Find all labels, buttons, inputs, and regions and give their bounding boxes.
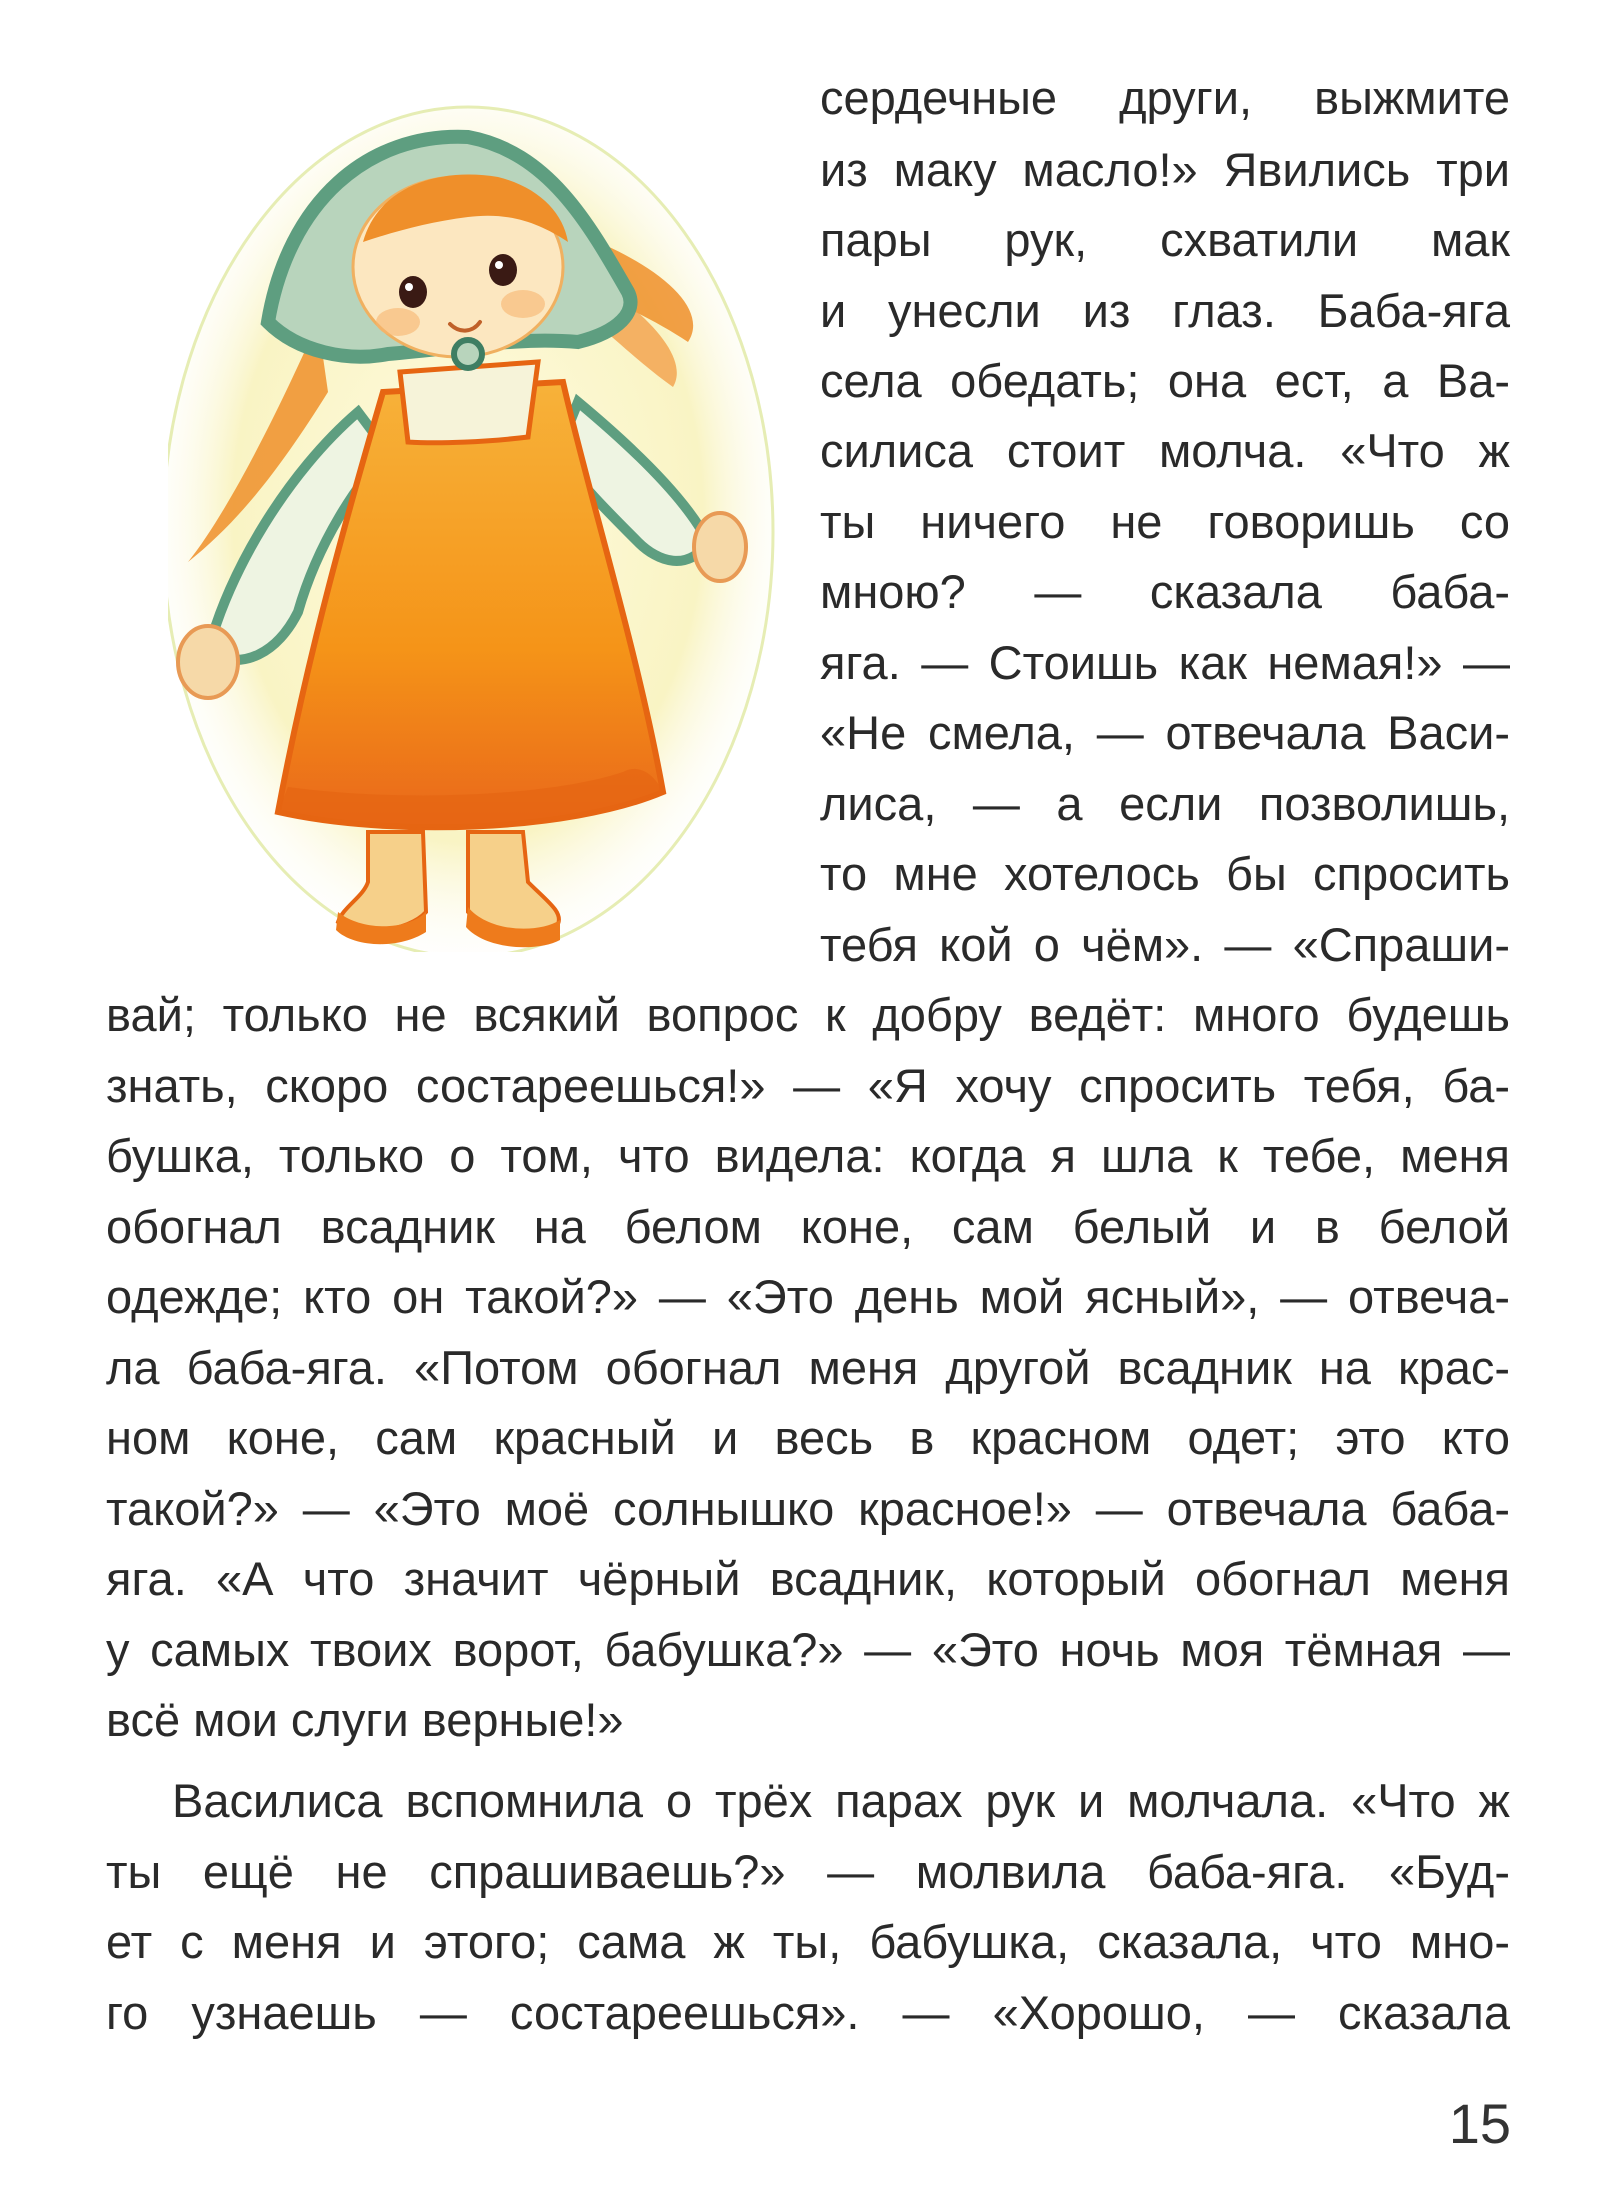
text-line: вай; только не всякий вопрос к добру ведёт: много будешь xyxy=(106,988,1510,1041)
right-hand xyxy=(694,513,746,581)
text-line: из маку масло!» Явились три xyxy=(820,143,1510,196)
text-line: и унесли из глаз. Баба-яга xyxy=(820,284,1510,337)
text-line: «Не смела, — отвечала Васи- xyxy=(820,706,1510,759)
blouse-bib xyxy=(400,362,538,443)
left-eye xyxy=(399,276,427,308)
text-line: пары рук, схватили мак xyxy=(820,213,1510,266)
text-line: лиса, — а если позволишь, xyxy=(820,777,1510,830)
text-line: яга. «А что значит чёрный всадник, который обогнал меня xyxy=(106,1552,1510,1605)
text-line: бушка, только о том, что видела: когда я шла к тебе, меня xyxy=(106,1129,1510,1182)
text-line: силиса стоит молча. «Что ж xyxy=(820,424,1510,477)
text-line: го узнаешь — состареешься». — «Хорошо, — сказала xyxy=(106,1986,1510,2039)
text-line: яга. — Стоишь как немая!» — xyxy=(820,636,1510,689)
scarf-knot xyxy=(454,340,482,368)
doll-illustration xyxy=(168,92,780,952)
text-line: обогнал всадник на белом коне, сам белый и в белой xyxy=(106,1200,1510,1253)
text-line: всё мои слуги верные!» xyxy=(106,1693,624,1746)
right-eye xyxy=(489,254,517,286)
text-line: ты ещё не спрашиваешь?» — молвила баба-яга. «Буд- xyxy=(106,1845,1510,1898)
text-line: у самых твоих ворот, бабушка?» — «Это ночь моя тёмная — xyxy=(106,1623,1510,1676)
left-hand xyxy=(178,626,238,698)
text-line: одежде; кто он такой?» — «Это день мой ясный», — отвеча- xyxy=(106,1270,1510,1323)
text-line: такой?» — «Это моё солнышко красное!» — отвечала баба- xyxy=(106,1482,1510,1535)
text-line: ты ничего не говоришь со xyxy=(820,495,1510,548)
text-line: мною? — сказала баба- xyxy=(820,565,1510,618)
paragraph-first-line: Василиса вспомнила о трёх парах рук и молчала. «Что ж xyxy=(172,1774,1510,1827)
text-line: ла баба-яга. «Потом обогнал меня другой всадник на крас- xyxy=(106,1341,1510,1394)
text-line: села обедать; она ест, а Ва- xyxy=(820,354,1510,407)
text-line: ет с меня и этого; сама ж ты, бабушка, сказала, что мно- xyxy=(106,1915,1510,1968)
text-line: тебя кой о чём». — «Спраши- xyxy=(820,918,1510,971)
text-line: ном коне, сам красный и весь в красном одет; это кто xyxy=(106,1411,1510,1464)
text-line: сердечные други, выжмите xyxy=(820,71,1510,124)
text-line: то мне хотелось бы спросить xyxy=(820,847,1510,900)
page-number: 15 xyxy=(1448,2092,1511,2155)
text-line: знать, скоро состареешься!» — «Я хочу спросить тебя, ба- xyxy=(106,1059,1510,1112)
